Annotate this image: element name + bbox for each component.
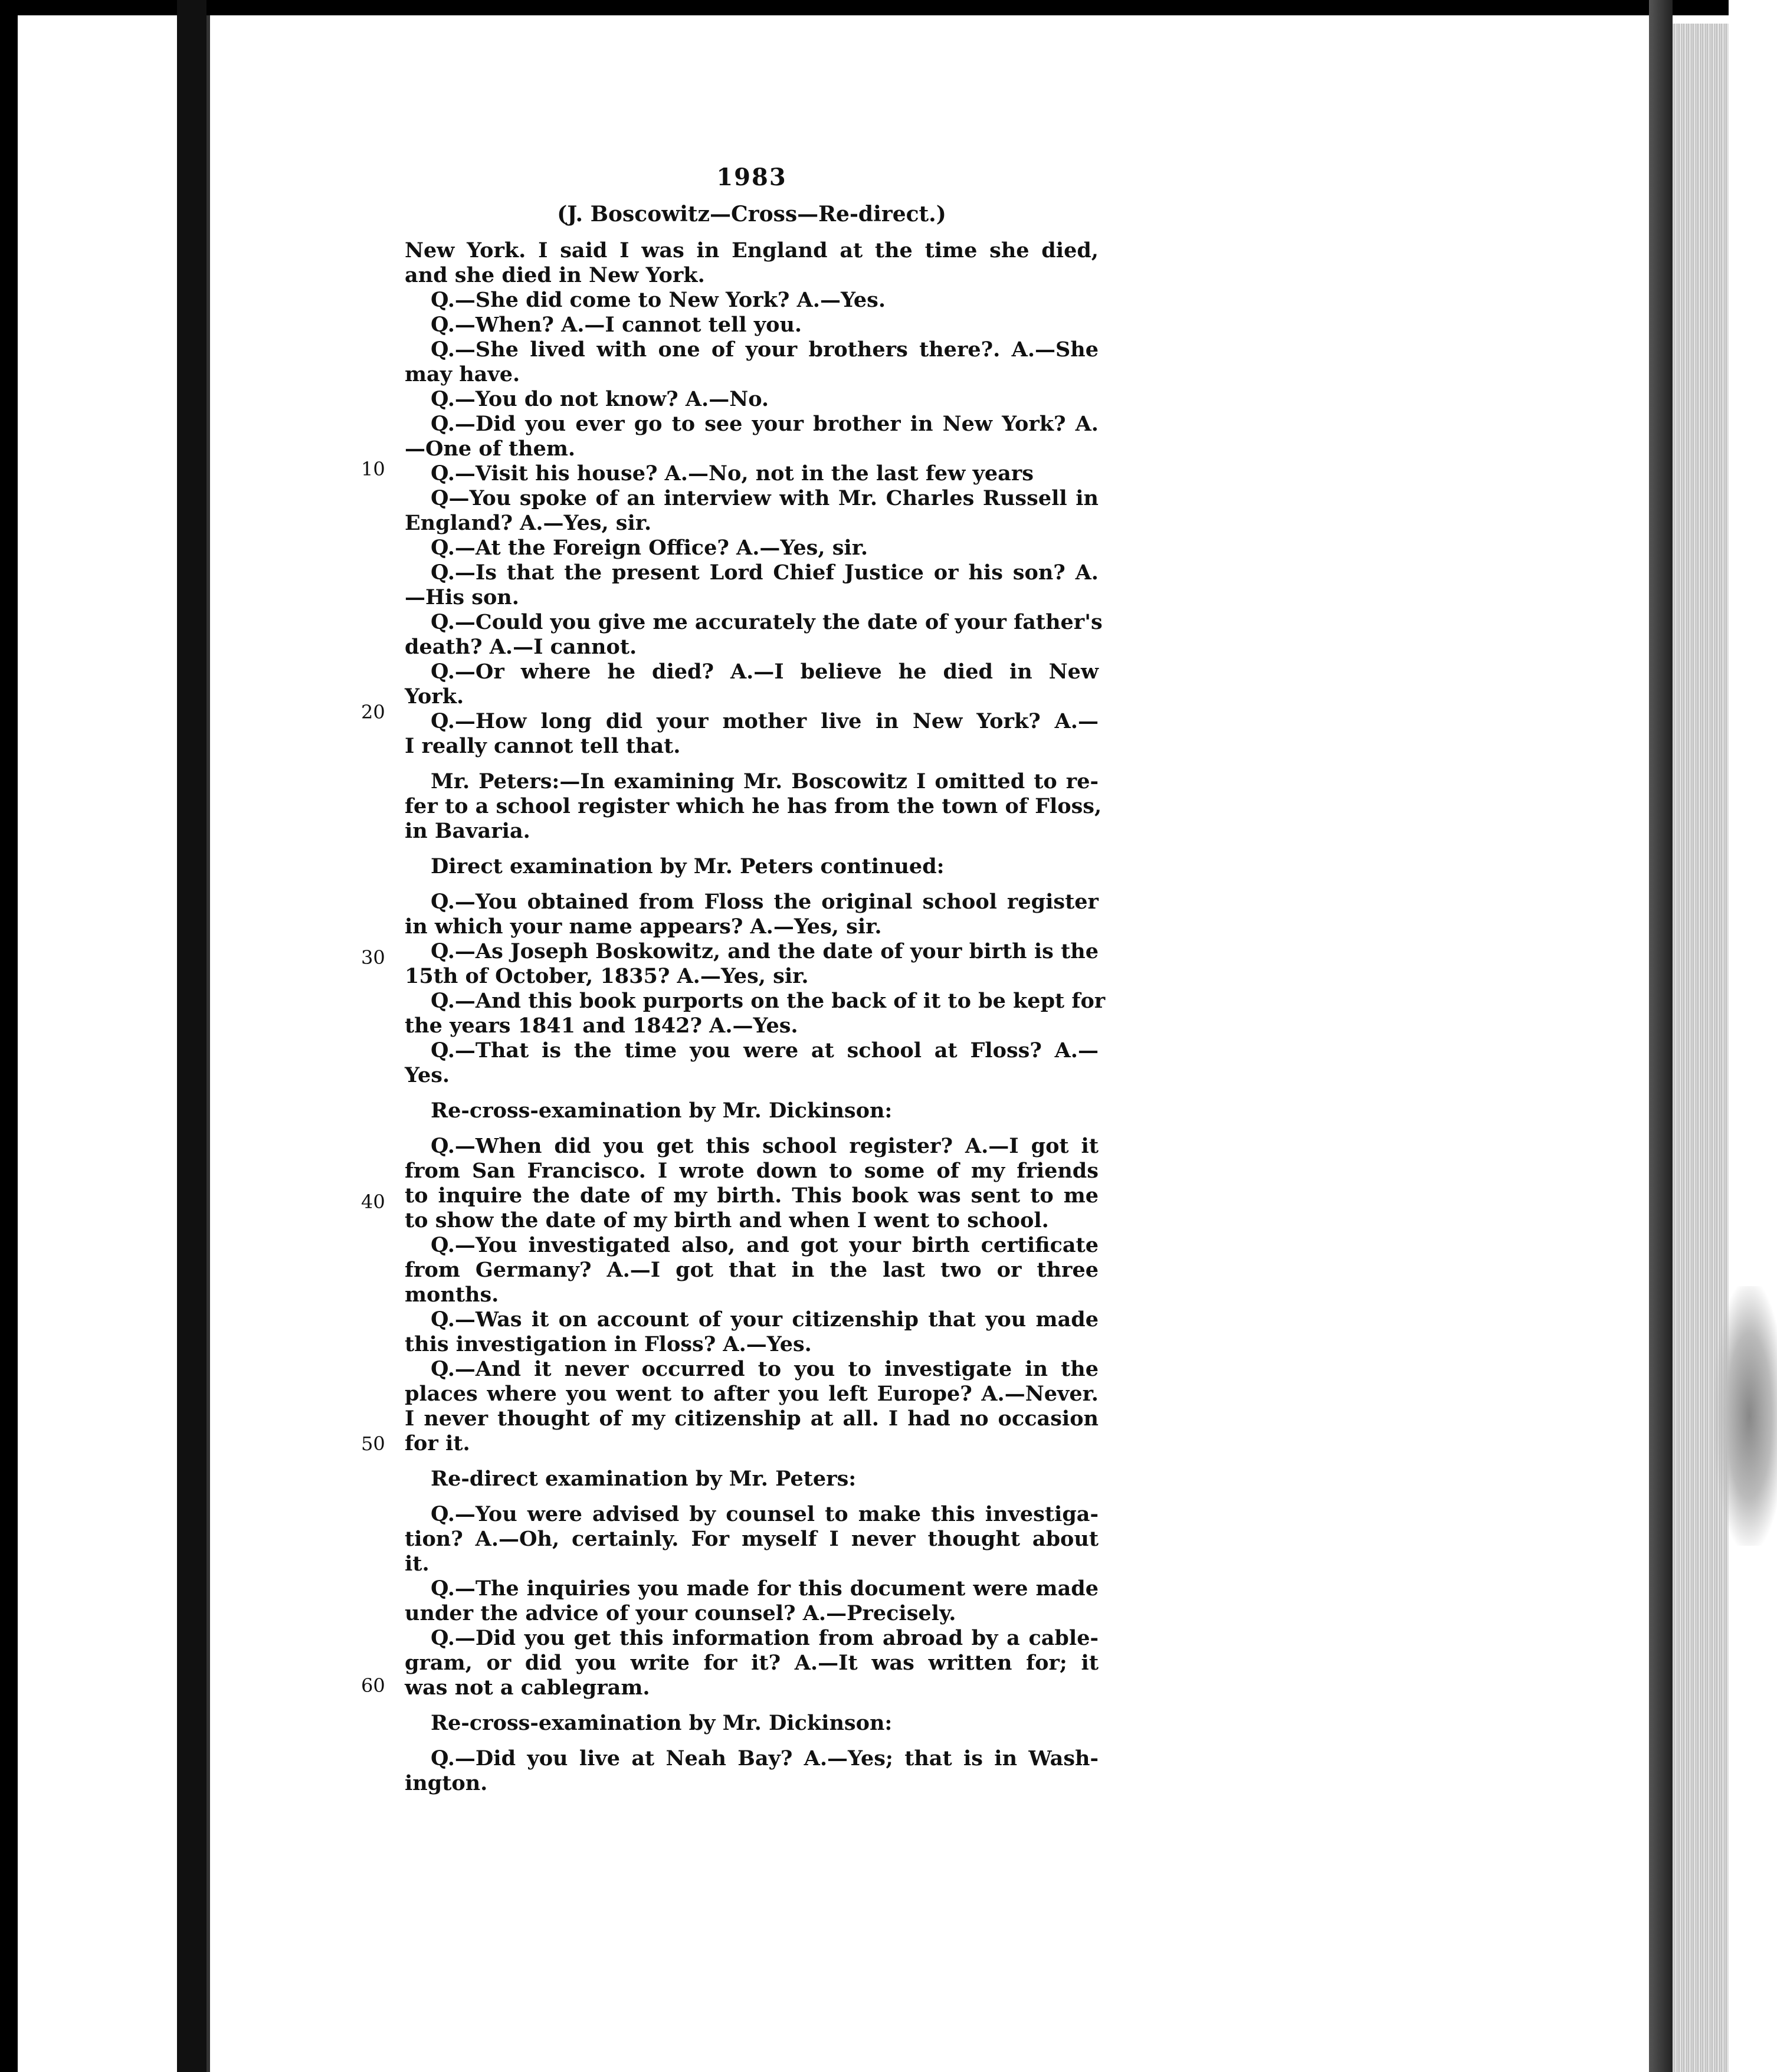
line-number-50: 50	[361, 1432, 385, 1455]
text-line: under the advice of your counsel? A.—Precisely.	[405, 1601, 956, 1625]
text-line: in Bavaria.	[405, 819, 530, 843]
section-heading: Re-direct examination by Mr. Peters:	[431, 1467, 857, 1491]
scan-border-top	[0, 0, 1777, 15]
text-line: this investigation in Floss? A.—Yes.	[405, 1332, 812, 1356]
book-gutter	[177, 0, 206, 2072]
text-line: Q.—You investigated also, and got your birth certificate	[431, 1233, 1099, 1257]
text-line: England? A.—Yes, sir.	[405, 511, 652, 535]
text-line: in which your name appears? A.—Yes, sir.	[405, 914, 882, 939]
text-line: gram, or did you write for it? A.—It was written for; it	[405, 1651, 1099, 1675]
text-line: Q.—Visit his house? A.—No, not in the last few years	[431, 461, 1034, 486]
text-line: Q.—Could you give me accurately the date of your father's	[431, 610, 1103, 634]
text-line: tion? A.—Oh, certainly. For myself I never thought about	[405, 1527, 1099, 1551]
text-line: Q.—As Joseph Boskowitz, and the date of your birth is the	[431, 939, 1099, 963]
running-head: (J. Boscowitz—Cross—Re-direct.)	[557, 202, 946, 227]
text-line: places where you went to after you left Europe? A.—Never.	[405, 1382, 1099, 1406]
text-line: I really cannot tell that.	[405, 734, 681, 758]
section-heading: Direct examination by Mr. Peters continued:	[431, 854, 945, 878]
text-line: may have.	[405, 362, 520, 386]
line-number-30: 30	[361, 946, 385, 969]
page-left-edge	[206, 15, 210, 2072]
text-line: from Germany? A.—I got that in the last two or three	[405, 1258, 1099, 1282]
text-line: Q.—Did you get this information from abroad by a cable-	[431, 1626, 1099, 1650]
line-number-40: 40	[361, 1191, 385, 1213]
section-heading: Re-cross-examination by Mr. Dickinson:	[431, 1711, 893, 1735]
text-line: and she died in New York.	[405, 263, 705, 287]
facing-page-edge	[18, 15, 177, 2072]
text-line: Q.—She lived with one of your brothers there?. A.—She	[431, 337, 1099, 362]
scan-border-left	[0, 0, 18, 2072]
text-line: death? A.—I cannot.	[405, 635, 637, 659]
text-line: I never thought of my citizenship at all. I had no occasion	[405, 1407, 1099, 1431]
text-line: Q.—Was it on account of your citizenship that you made	[431, 1307, 1099, 1332]
line-number-10: 10	[361, 458, 385, 480]
text-line: to show the date of my birth and when I went to school.	[405, 1208, 1049, 1232]
page-stack-edge	[1673, 24, 1729, 2072]
text-line: months.	[405, 1283, 499, 1307]
text-line: —His son.	[405, 585, 519, 609]
page-text	[405, 163, 1106, 1796]
text-line: Q—You spoke of an interview with Mr. Charles Russell in	[431, 486, 1099, 510]
text-line: Q.—She did come to New York? A.—Yes.	[431, 288, 886, 312]
paper-damage	[1714, 1286, 1777, 1546]
text-line: Q.—And it never occurred to you to investigate in the	[431, 1357, 1099, 1381]
text-line: fer to a school register which he has from the town of Floss,	[405, 794, 1102, 818]
text-line: Q.—When? A.—I cannot tell you.	[431, 313, 802, 337]
text-line: Q.—Or where he died? A.—I believe he died in New	[431, 660, 1099, 684]
text-line: Q.—That is the time you were at school at Floss? A.—	[431, 1038, 1099, 1063]
text-line: for it.	[405, 1431, 470, 1455]
text-line: the years 1841 and 1842? A.—Yes.	[405, 1014, 798, 1038]
text-line: Q.—At the Foreign Office? A.—Yes, sir.	[431, 536, 868, 560]
text-line: —One of them.	[405, 437, 576, 461]
text-line: Q.—When did you get this school register? A.—I got it	[431, 1134, 1099, 1158]
text-line: Mr. Peters:—In examining Mr. Boscowitz I omitted to re-	[431, 769, 1099, 794]
text-line: was not a cablegram.	[405, 1676, 650, 1700]
text-line: York.	[405, 684, 464, 709]
section-heading: Re-cross-examination by Mr. Dickinson:	[431, 1099, 893, 1123]
text-line: Q.—And this book purports on the back of it to be kept for	[431, 989, 1106, 1013]
text-line: Q.—You were advised by counsel to make this investiga-	[431, 1502, 1099, 1526]
text-line: Q.—You do not know? A.—No.	[431, 387, 769, 411]
text-line: Q.—Is that the present Lord Chief Justice or his son? A.	[431, 560, 1099, 585]
text-line: it.	[405, 1552, 430, 1576]
line-number-60: 60	[361, 1674, 385, 1697]
text-line: New York. I said I was in England at the time she died,	[405, 238, 1099, 263]
scan-background-right	[1729, 0, 1777, 2072]
text-line: from San Francisco. I wrote down to some of my friends	[405, 1159, 1099, 1183]
text-line: Q.—The inquiries you made for this document were made	[431, 1576, 1099, 1601]
text-line: Q.—Did you ever go to see your brother in New York? A.	[431, 412, 1099, 436]
page-number: 1983	[716, 163, 787, 191]
page-right-shadow	[1649, 0, 1673, 2072]
line-number-20: 20	[361, 701, 385, 723]
text-line: ington.	[405, 1771, 488, 1795]
text-line: Yes.	[405, 1063, 450, 1087]
text-line: Q.—You obtained from Floss the original school register	[431, 890, 1099, 914]
text-line: 15th of October, 1835? A.—Yes, sir.	[405, 964, 809, 988]
text-line: to inquire the date of my birth. This book was sent to me	[405, 1183, 1099, 1208]
text-line: Q.—Did you live at Neah Bay? A.—Yes; that is in Wash-	[431, 1746, 1099, 1771]
text-line: Q.—How long did your mother live in New York? A.—	[431, 709, 1099, 733]
